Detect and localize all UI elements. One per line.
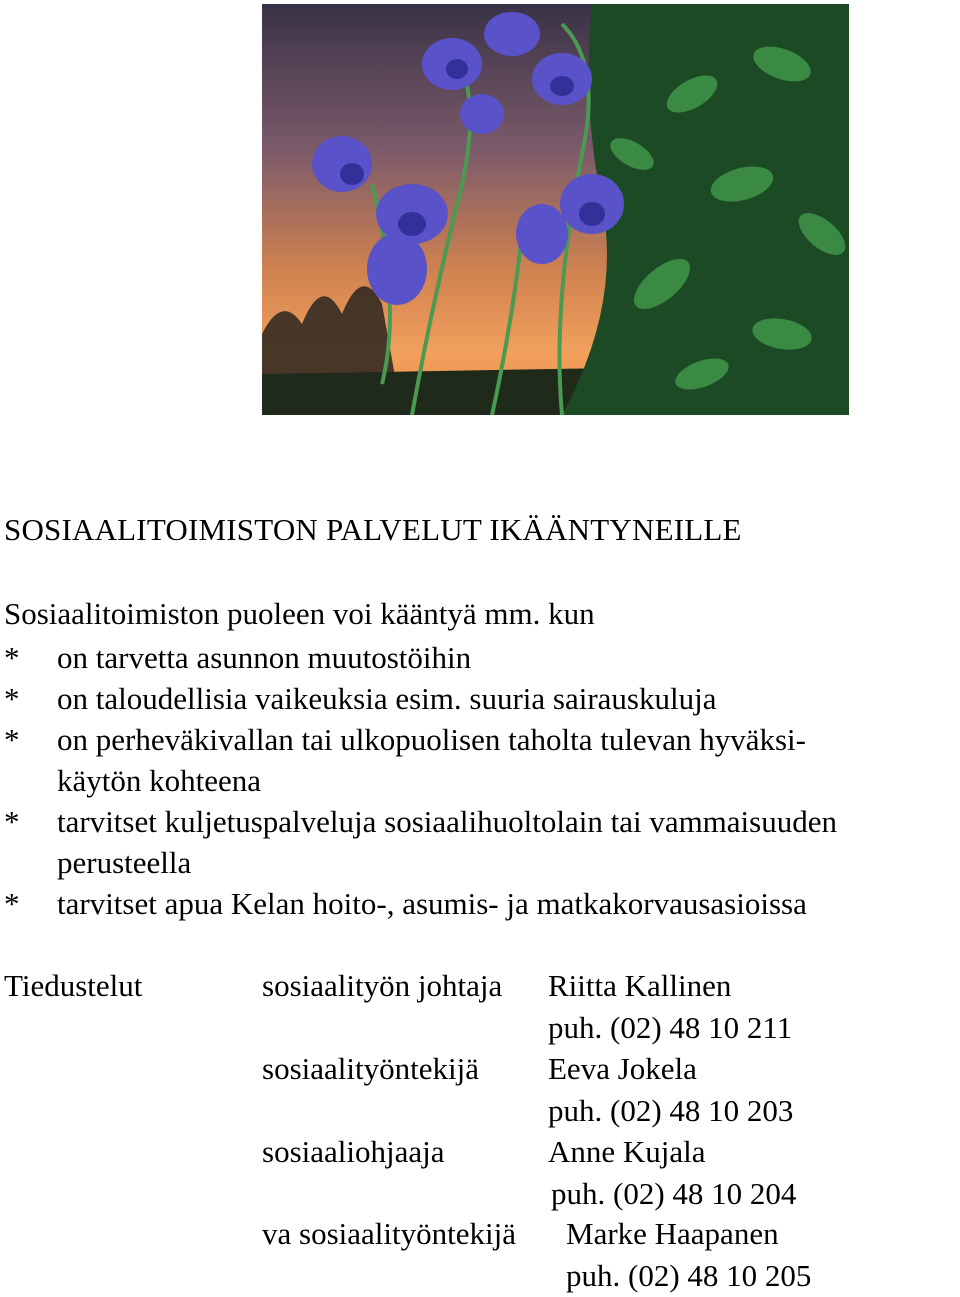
contact-name: Marke Haapanen (566, 1216, 779, 1251)
bullet-text: on perheväkivallan tai ulkopuolisen taholta tulevan hyväksi- (57, 722, 806, 757)
bullet-marker: * (4, 804, 20, 839)
contact-name: Riitta Kallinen (548, 968, 732, 1003)
contact-name: Eeva Jokela (548, 1051, 697, 1086)
contact-name: Anne Kujala (548, 1134, 706, 1169)
bullet-marker: * (4, 640, 20, 675)
intro-text: Sosiaalitoimiston puoleen voi kääntyä mm. kun (4, 596, 595, 631)
page-title: SOSIAALITOIMISTON PALVELUT IKÄÄNTYNEILLE (4, 512, 742, 547)
contacts-label: Tiedustelut (4, 968, 143, 1003)
contact-phone: puh. (02) 48 10 204 (551, 1176, 797, 1211)
bullet-text: on tarvetta asunnon muutostöihin (57, 640, 472, 675)
bullet-text-continued: käytön kohteena (57, 763, 262, 798)
bullet-text-continued: perusteella (57, 845, 192, 880)
bullet-text: tarvitset apua Kelan hoito-, asumis- ja matkakorvausasioissa (57, 886, 807, 921)
bullet-marker: * (4, 681, 20, 716)
flowers-photo (262, 4, 849, 415)
bullet-text: tarvitset kuljetuspalveluja sosiaalihuoltolain tai vammaisuuden (57, 804, 837, 839)
contact-role: sosiaaliohjaaja (262, 1134, 445, 1169)
contact-role: sosiaalityöntekijä (262, 1051, 479, 1086)
contact-role: sosiaalityön johtaja (262, 968, 503, 1003)
bullet-text: on taloudellisia vaikeuksia esim. suuria sairauskuluja (57, 681, 717, 716)
contact-role: va sosiaalityöntekijä (262, 1216, 516, 1251)
contact-phone: puh. (02) 48 10 205 (566, 1258, 812, 1293)
contact-phone: puh. (02) 48 10 211 (548, 1010, 793, 1045)
bullet-marker: * (4, 722, 20, 757)
contact-phone: puh. (02) 48 10 203 (548, 1093, 794, 1128)
bullet-marker: * (4, 886, 20, 921)
